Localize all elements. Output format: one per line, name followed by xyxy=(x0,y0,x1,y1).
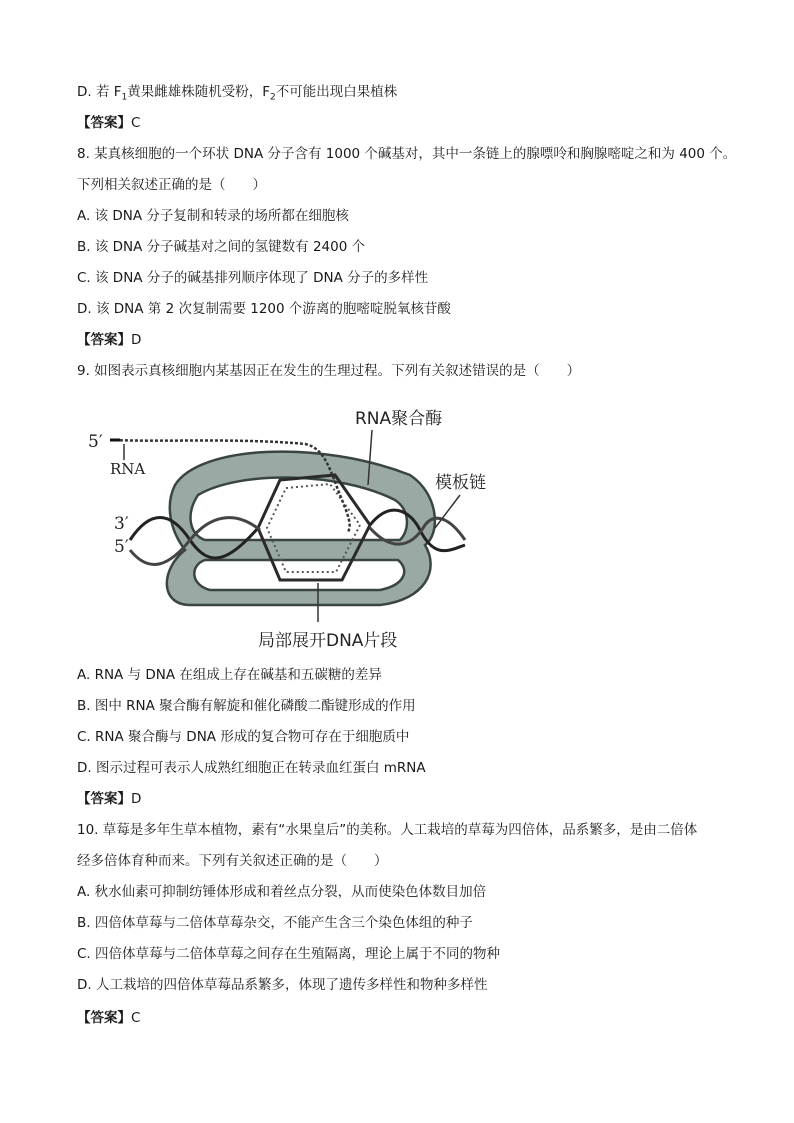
q8-answer xyxy=(77,331,141,349)
q8-option-b: B. 该 DNA 分子碱基对之间的氢键数有 2400 个 xyxy=(77,239,366,255)
transcription-diagram xyxy=(80,400,520,655)
q9-answer-value: D xyxy=(131,791,142,807)
q10-option-a: A. 秋水仙素可抑制纺锤体形成和着丝点分裂，从而使染色体数目加倍 xyxy=(77,884,487,900)
q7-option-d-sub2: 2 xyxy=(270,92,276,103)
label-5prime-top: 5′ xyxy=(88,432,103,452)
q7-option-d-sub1: 1 xyxy=(121,92,128,103)
q10-stem-line2: 经多倍体育种而来。下列有关叙述正确的是（ ） xyxy=(77,853,388,869)
q9-option-d: D. 图示过程可表示人成熟红细胞正在转录血红蛋白 mRNA xyxy=(77,760,426,776)
q10-option-d: D. 人工栽培的四倍体草莓品系繁多，体现了遗传多样性和物种多样性 xyxy=(77,977,488,993)
rna-polymerase-shape xyxy=(167,452,435,605)
q7-option-d-suffix: 不可能出现白果植株 xyxy=(275,84,398,100)
label-unwound-dna: 局部展开DNA片段 xyxy=(258,631,398,651)
q7-option-d xyxy=(77,83,397,107)
q9-answer-label: 【答案】 xyxy=(77,791,131,807)
q7-answer-value: C xyxy=(131,115,141,131)
q8-option-a: A. 该 DNA 分子复制和转录的场所都在细胞核 xyxy=(77,208,349,224)
q9-answer xyxy=(77,790,141,808)
q7-option-d-mid: 黄果雌雄株随机受粉，F xyxy=(127,84,271,100)
q9-option-c: C. RNA 聚合酶与 DNA 形成的复合物可存在于细胞质中 xyxy=(77,729,410,745)
label-3prime: 3′ xyxy=(114,514,129,534)
label-rna: RNA xyxy=(110,460,146,478)
q7-answer-label: 【答案】 xyxy=(77,115,131,131)
q8-stem-line1: 8. 某真核细胞的一个环状 DNA 分子含有 1000 个碱基对，其中一条链上的腺嘌呤和胸腺嘧啶之和为 400 个。 xyxy=(77,146,737,162)
unwound-dna-hexagon xyxy=(258,475,370,580)
label-template-strand: 模板链 xyxy=(435,473,486,493)
q9-option-a: A. RNA 与 DNA 在组成上存在碱基和五碳糖的差异 xyxy=(77,667,382,683)
q10-answer xyxy=(77,1009,140,1027)
q8-option-c: C. 该 DNA 分子的碱基排列顺序体现了 DNA 分子的多样性 xyxy=(77,270,429,286)
q10-answer-label: 【答案】 xyxy=(77,1010,131,1026)
q8-stem-line2: 下列相关叙述正确的是（ ） xyxy=(77,177,266,193)
transcription-diagram-svg xyxy=(80,400,520,655)
q10-option-b: B. 四倍体草莓与二倍体草莓杂交，不能产生含三个染色体组的种子 xyxy=(77,915,473,931)
q8-answer-label: 【答案】 xyxy=(77,332,131,348)
q10-option-c: C. 四倍体草莓与二倍体草莓之间存在生殖隔离，理论上属于不同的物种 xyxy=(77,946,501,962)
q9-option-b: B. 图中 RNA 聚合酶有解旋和催化磷酸二酯键形成的作用 xyxy=(77,698,416,714)
q10-stem-line1: 10. 草莓是多年生草本植物，素有“水果皇后”的美称。人工栽培的草莓为四倍体，品系繁多，是由二倍体 xyxy=(77,822,698,838)
q7-answer xyxy=(77,114,140,132)
q10-answer-value: C xyxy=(131,1010,141,1026)
label-rna-polymerase: RNA聚合酶 xyxy=(355,409,443,429)
q9-stem: 9. 如图表示真核细胞内某基因正在发生的生理过程。下列有关叙述错误的是（ ） xyxy=(77,363,581,379)
label-5prime-bottom: 5′ xyxy=(114,537,129,557)
q8-option-d: D. 该 DNA 第 2 次复制需要 1200 个游离的胞嘧啶脱氧核苷酸 xyxy=(77,301,451,317)
q8-answer-value: D xyxy=(131,332,142,348)
q7-option-d-prefix: D. 若 F xyxy=(77,84,122,100)
